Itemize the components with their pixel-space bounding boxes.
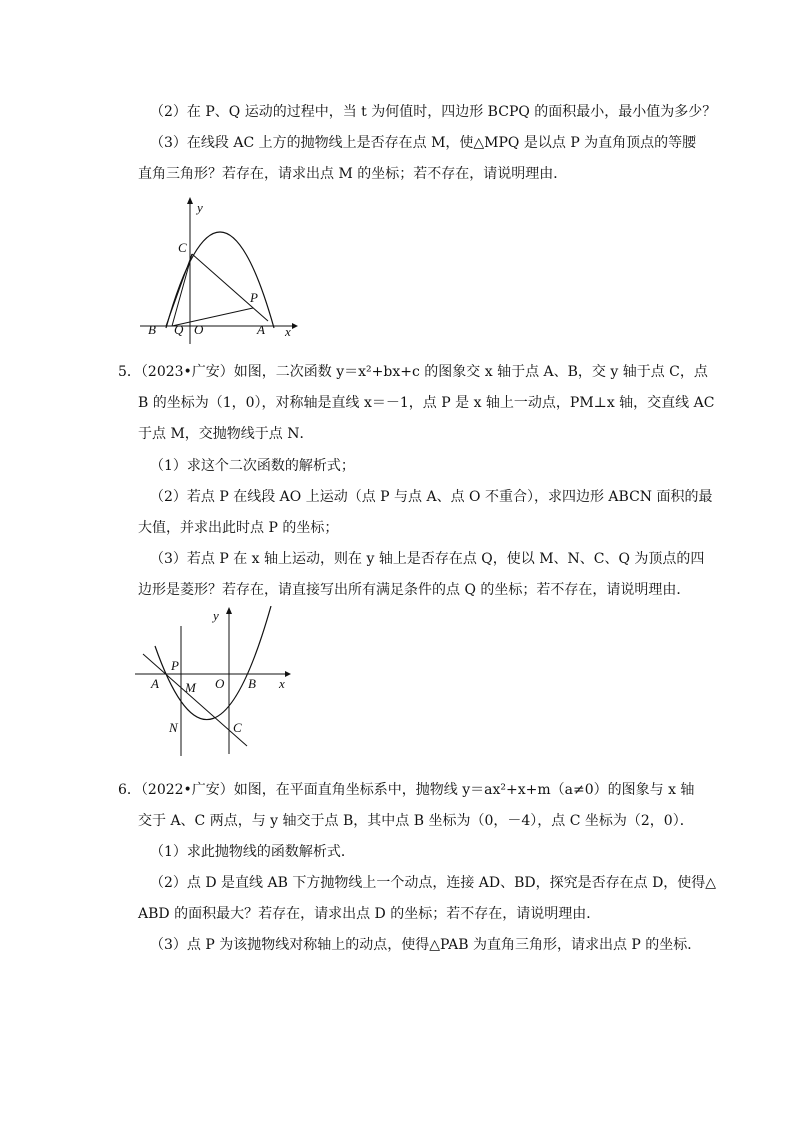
y-axis-arrow-icon — [187, 197, 193, 204]
problem5-line-6: 大值，并求出此时点 P 的坐标； — [138, 520, 339, 536]
label-C: C — [233, 720, 242, 735]
segment-BC — [166, 254, 192, 326]
problem6-line-1: 6．（2022•广安）如图，在平面直角坐标系中，抛物线 y＝ax²+x+m（a≠0）的图象与 x 轴 — [118, 782, 695, 798]
label-x: x — [285, 324, 291, 339]
problem6-line-5: ABD 的面积最大？若存在，请求出点 D 的坐标；若不存在，请说明理由． — [138, 906, 601, 922]
label-N: N — [169, 720, 178, 735]
segment-QC — [172, 254, 192, 326]
problem5-line-1: 5．（2023•广安）如图，二次函数 y＝x²+bx+c 的图象交 x 轴于点 A、B，交 y 轴于点 C，点 — [118, 364, 708, 380]
label-A: A — [257, 322, 265, 337]
label-Q: Q — [174, 322, 184, 337]
problem5-line-8: 边形是菱形？若存在，请直接写出所有满足条件的点 Q 的坐标；若不存在，请说明理由． — [138, 582, 691, 598]
problem6-line-6: （3）点 P 为该抛物线对称轴上的动点，使得△PAB 为直角三角形，请求出点 P 的坐标． — [150, 937, 702, 953]
segment-CA — [192, 254, 268, 321]
problem5-line-7: （3）若点 P 在 x 轴上运动，则在 y 轴上是否存在点 Q，使以 M、N、C、Q 为顶点的四 — [150, 551, 705, 567]
problem5-figure — [135, 606, 295, 760]
segment-QP — [172, 308, 253, 326]
label-A: A — [151, 676, 159, 691]
label-O: O — [194, 322, 204, 337]
label-P: P — [250, 290, 258, 305]
problem5-line-2: B 的坐标为（1，0），对称轴是直线 x＝－1，点 P 是 x 轴上一动点，PM⊥x 轴，交直线 AC — [138, 395, 715, 411]
y-axis-arrow-icon — [226, 607, 232, 614]
label-B: B — [148, 322, 156, 337]
problem4-line-3: 直角三角形？若存在，请求出点 M 的坐标；若不存在，请说明理由． — [138, 166, 568, 182]
label-B: B — [248, 676, 256, 691]
problem6-line-4: （2）点 D 是直线 AB 下方抛物线上一个动点，连接 AD、BD，探究是否存在点 D，使得△ — [150, 875, 717, 891]
problem6-line-3: （1）求此抛物线的函数解析式． — [150, 844, 355, 860]
label-P: P — [171, 658, 179, 673]
label-C: C — [178, 240, 187, 255]
problem5-line-5: （2）若点 P 在线段 AO 上运动（点 P 与点 A、点 O 不重合），求四边形 ABCN 面积的最 — [150, 489, 713, 505]
problem6-line-2: 交于 A、C 两点，与 y 轴交于点 B，其中点 B 坐标为（0，－4），点 C 坐标为（2，0）． — [138, 813, 694, 829]
x-axis-arrow-icon — [292, 323, 298, 329]
problem4-line-2: （3）在线段 AC 上方的抛物线上是否存在点 M，使△MPQ 是以点 P 为直角顶点的等腰 — [150, 135, 697, 151]
label-y: y — [213, 608, 219, 623]
problem4-figure — [140, 196, 300, 348]
label-y: y — [197, 200, 203, 215]
line-AC — [143, 654, 247, 746]
problem5-line-3: 于点 M，交抛物线于点 N． — [138, 426, 314, 442]
label-x: x — [279, 676, 285, 691]
label-O: O — [215, 676, 225, 691]
label-M: M — [185, 680, 196, 695]
x-axis-arrow-icon — [285, 671, 291, 677]
problem4-line-1: （2）在 P、Q 运动的过程中，当 t 为何值时，四边形 BCPQ 的面积最小，最小值为多少？ — [150, 104, 717, 120]
problem5-line-4: （1）求这个二次函数的解析式； — [150, 458, 355, 474]
